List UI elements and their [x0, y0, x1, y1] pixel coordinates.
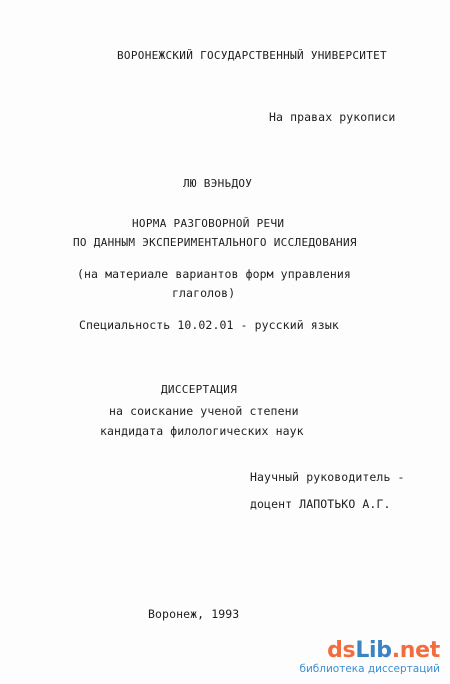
dslib-logo [299, 639, 440, 663]
specialty: Специальность 10.02.01 - русский язык [79, 318, 339, 332]
subtitle-line-2: глаголов) [172, 286, 236, 300]
author-name: ЛЮ ВЭНЬДОУ [183, 177, 253, 190]
supervisor-line-2: доцент ЛАПОТЬКО А.Г. [250, 497, 391, 511]
degree-line-2: кандидата филологических наук [100, 424, 304, 438]
subtitle-line-1: (на материале вариантов форм управления [77, 267, 351, 281]
dslib-watermark [299, 639, 440, 676]
document-type: ДИССЕРТАЦИЯ [161, 383, 238, 396]
supervisor-line-1: Научный руководитель - [250, 470, 405, 484]
watermark-tagline: библиотека диссертаций [299, 663, 440, 675]
logo-part-lib: Lib [355, 638, 392, 663]
degree-line-1: на соискание ученой степени [109, 404, 299, 418]
title-line-1: НОРМА РАЗГОВОРНОЙ РЕЧИ [132, 217, 285, 230]
university-name: ВОРОНЕЖСКИЙ ГОСУДАРСТВЕННЫЙ УНИВЕРСИТЕТ [117, 49, 387, 62]
logo-part-ds: ds [327, 638, 356, 663]
title-line-2: ПО ДАННЫМ ЭКСПЕРИМЕНТАЛЬНОГО ИССЛЕДОВАНИЯ [73, 236, 357, 249]
logo-part-net: .net [391, 638, 440, 663]
place-year: Воронеж, 1993 [148, 607, 240, 621]
manuscript-note: На правах рукописи [269, 110, 396, 124]
